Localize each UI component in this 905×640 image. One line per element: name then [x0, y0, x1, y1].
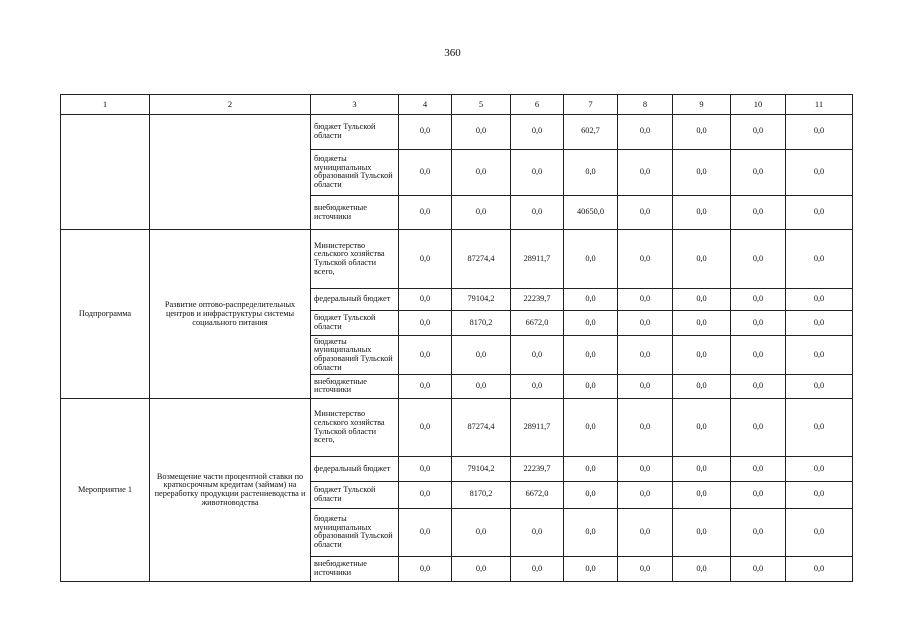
value-cell: 0,0	[731, 288, 786, 310]
budget-table	[60, 94, 853, 582]
value-cell: 0,0	[452, 196, 511, 230]
value-cell: 87274,4	[452, 399, 511, 457]
value-cell: 0,0	[618, 149, 673, 195]
value-cell: 0,0	[399, 196, 452, 230]
program-name: Мероприятие 1	[61, 399, 150, 582]
column-number-4: 4	[399, 95, 452, 115]
value-cell: 0,0	[564, 374, 618, 399]
value-cell: 87274,4	[452, 230, 511, 289]
value-cell: 0,0	[511, 336, 564, 374]
value-cell: 0,0	[618, 310, 673, 336]
funding-source: Министерство сельского хозяйства Тульской области всего,	[311, 230, 399, 289]
value-cell: 0,0	[399, 508, 452, 556]
value-cell: 0,0	[511, 149, 564, 195]
value-cell: 0,0	[452, 374, 511, 399]
value-cell: 6672,0	[511, 310, 564, 336]
funding-source: внебюджетные источники	[311, 196, 399, 230]
value-cell: 0,0	[452, 557, 511, 582]
value-cell: 0,0	[618, 481, 673, 508]
column-number-5: 5	[452, 95, 511, 115]
value-cell: 0,0	[564, 508, 618, 556]
funding-source: Министерство сельского хозяйства Тульской области всего,	[311, 399, 399, 457]
column-number-8: 8	[618, 95, 673, 115]
value-cell: 0,0	[673, 374, 731, 399]
value-cell: 0,0	[731, 230, 786, 289]
value-cell: 0,0	[618, 557, 673, 582]
value-cell: 0,0	[786, 196, 853, 230]
value-cell: 0,0	[399, 374, 452, 399]
column-number-1: 1	[61, 95, 150, 115]
funding-source: бюджет Тульской области	[311, 310, 399, 336]
value-cell: 0,0	[673, 399, 731, 457]
value-cell: 0,0	[673, 457, 731, 482]
program-description	[150, 114, 311, 230]
value-cell: 0,0	[786, 336, 853, 374]
value-cell: 0,0	[673, 508, 731, 556]
value-cell: 0,0	[618, 230, 673, 289]
value-cell: 0,0	[786, 149, 853, 195]
funding-source: бюджеты муниципальных образований Тульской области	[311, 336, 399, 374]
value-cell: 0,0	[399, 457, 452, 482]
value-cell: 0,0	[564, 399, 618, 457]
funding-source: федеральный бюджет	[311, 288, 399, 310]
table-row	[61, 230, 853, 289]
value-cell: 0,0	[618, 196, 673, 230]
value-cell: 0,0	[786, 114, 853, 149]
value-cell: 0,0	[786, 399, 853, 457]
value-cell: 0,0	[399, 336, 452, 374]
program-description: Возмещение части процентной ставки по краткосрочным кредитам (займам) на переработку продукции растениеводства и животноводства	[150, 399, 311, 582]
column-number-7: 7	[564, 95, 618, 115]
value-cell: 0,0	[786, 288, 853, 310]
page-number: 360	[444, 47, 461, 59]
program-name: Подпрограмма	[61, 230, 150, 399]
value-cell: 0,0	[399, 399, 452, 457]
value-cell: 0,0	[731, 374, 786, 399]
value-cell: 0,0	[399, 557, 452, 582]
value-cell: 28911,7	[511, 230, 564, 289]
value-cell: 0,0	[564, 336, 618, 374]
value-cell: 6672,0	[511, 481, 564, 508]
value-cell: 0,0	[618, 336, 673, 374]
value-cell: 0,0	[399, 481, 452, 508]
value-cell: 79104,2	[452, 457, 511, 482]
value-cell: 0,0	[731, 457, 786, 482]
program-name	[61, 114, 150, 230]
table-row	[61, 114, 853, 149]
value-cell: 0,0	[452, 508, 511, 556]
value-cell: 0,0	[618, 457, 673, 482]
funding-source: внебюджетные источники	[311, 557, 399, 582]
value-cell: 0,0	[511, 374, 564, 399]
header-row	[61, 95, 853, 115]
value-cell: 0,0	[564, 457, 618, 482]
value-cell: 0,0	[673, 288, 731, 310]
value-cell: 0,0	[511, 508, 564, 556]
value-cell: 0,0	[673, 557, 731, 582]
value-cell: 22239,7	[511, 457, 564, 482]
value-cell: 0,0	[731, 196, 786, 230]
value-cell: 0,0	[731, 114, 786, 149]
funding-source: бюджет Тульской области	[311, 481, 399, 508]
value-cell: 0,0	[564, 310, 618, 336]
value-cell: 8170,2	[452, 310, 511, 336]
value-cell: 0,0	[399, 230, 452, 289]
value-cell: 602,7	[564, 114, 618, 149]
value-cell: 0,0	[618, 288, 673, 310]
value-cell: 40650,0	[564, 196, 618, 230]
value-cell: 0,0	[786, 481, 853, 508]
value-cell: 0,0	[564, 481, 618, 508]
value-cell: 22239,7	[511, 288, 564, 310]
value-cell: 0,0	[786, 508, 853, 556]
value-cell: 0,0	[786, 310, 853, 336]
value-cell: 0,0	[618, 114, 673, 149]
value-cell: 0,0	[731, 508, 786, 556]
value-cell: 0,0	[731, 336, 786, 374]
value-cell: 0,0	[673, 310, 731, 336]
column-number-9: 9	[673, 95, 731, 115]
value-cell: 8170,2	[452, 481, 511, 508]
value-cell: 0,0	[786, 457, 853, 482]
column-number-11: 11	[786, 95, 853, 115]
value-cell: 0,0	[786, 374, 853, 399]
value-cell: 79104,2	[452, 288, 511, 310]
program-description: Развитие оптово-распределительных центров и инфраструктуры системы социального питания	[150, 230, 311, 399]
table-row	[61, 399, 853, 457]
value-cell: 0,0	[731, 310, 786, 336]
value-cell: 0,0	[673, 149, 731, 195]
value-cell: 0,0	[564, 288, 618, 310]
value-cell: 0,0	[399, 149, 452, 195]
value-cell: 0,0	[452, 114, 511, 149]
value-cell: 0,0	[673, 481, 731, 508]
value-cell: 0,0	[399, 288, 452, 310]
value-cell: 0,0	[511, 114, 564, 149]
value-cell: 0,0	[399, 310, 452, 336]
value-cell: 0,0	[673, 230, 731, 289]
funding-source: бюджеты муниципальных образований Тульской области	[311, 508, 399, 556]
value-cell: 0,0	[618, 508, 673, 556]
value-cell: 0,0	[673, 114, 731, 149]
value-cell: 0,0	[564, 149, 618, 195]
funding-source: федеральный бюджет	[311, 457, 399, 482]
value-cell: 0,0	[564, 557, 618, 582]
value-cell: 0,0	[618, 399, 673, 457]
column-number-2: 2	[150, 95, 311, 115]
value-cell: 0,0	[786, 557, 853, 582]
value-cell: 0,0	[786, 230, 853, 289]
value-cell: 0,0	[731, 557, 786, 582]
column-number-3: 3	[311, 95, 399, 115]
value-cell: 0,0	[673, 336, 731, 374]
funding-source: бюджет Тульской области	[311, 114, 399, 149]
funding-source: внебюджетные источники	[311, 374, 399, 399]
value-cell: 0,0	[564, 230, 618, 289]
value-cell: 0,0	[618, 374, 673, 399]
value-cell: 0,0	[673, 196, 731, 230]
value-cell: 28911,7	[511, 399, 564, 457]
funding-source: бюджеты муниципальных образований Тульской области	[311, 149, 399, 195]
column-number-6: 6	[511, 95, 564, 115]
value-cell: 0,0	[731, 481, 786, 508]
value-cell: 0,0	[452, 336, 511, 374]
value-cell: 0,0	[731, 149, 786, 195]
value-cell: 0,0	[511, 196, 564, 230]
value-cell: 0,0	[399, 114, 452, 149]
value-cell: 0,0	[731, 399, 786, 457]
value-cell: 0,0	[452, 149, 511, 195]
column-number-10: 10	[731, 95, 786, 115]
value-cell: 0,0	[511, 557, 564, 582]
